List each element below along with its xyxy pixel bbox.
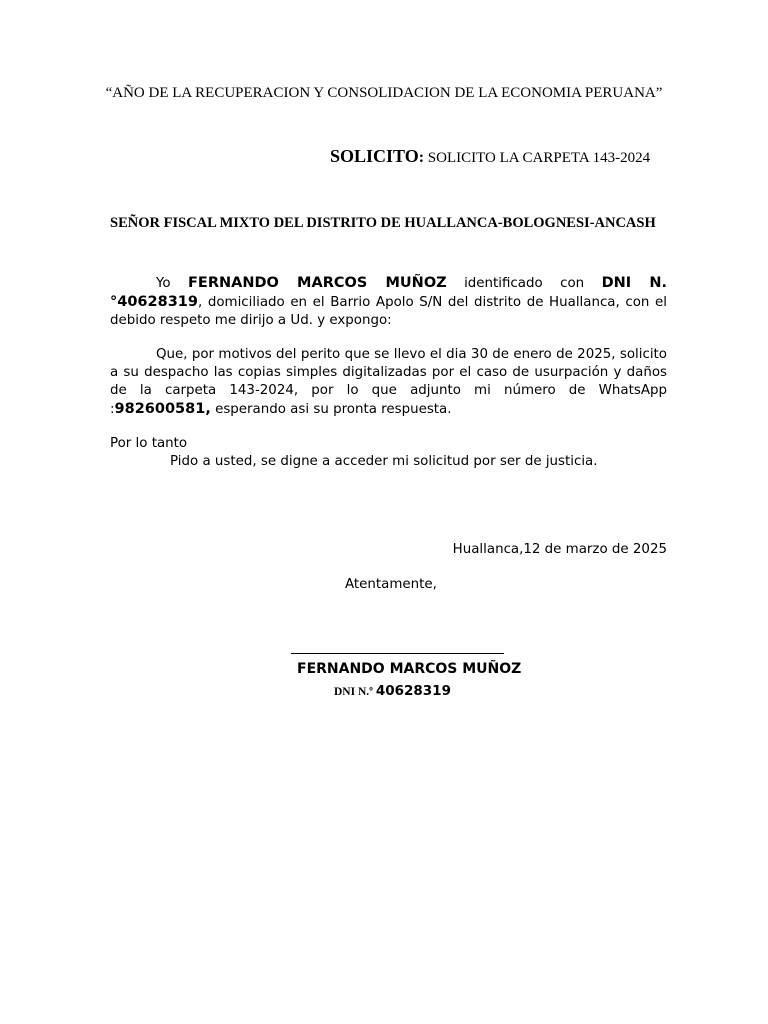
place-and-date: Huallanca,12 de marzo de 2025 bbox=[452, 542, 667, 557]
signature-line bbox=[291, 653, 504, 654]
petition-line: Pido a usted, se digne a acceder mi solicitud por ser de justicia. bbox=[170, 454, 598, 469]
request-pre: Que, por motivos del perito que se llevo el dia 30 de enero de 2025, solicito a su despacho las copias simples digitalizadas por el caso de usurpación y daños de la carpeta 143-2024, por lo que adjunto mi número de WhatsApp : bbox=[110, 347, 667, 417]
signature-dni bbox=[334, 680, 451, 699]
addressee: SEÑOR FISCAL MIXTO DEL DISTRITO DE HUALLANCA-BOLOGNESI-ANCASH bbox=[110, 215, 656, 231]
whatsapp-number: 982600581, bbox=[114, 401, 211, 417]
subject-colon: : bbox=[418, 149, 425, 166]
year-motto: “AÑO DE LA RECUPERACION Y CONSOLIDACION DE LA ECONOMIA PERUANA” bbox=[105, 85, 663, 101]
intro-mid: identificado con bbox=[446, 276, 602, 291]
request-post: esperando asi su pronta respuesta. bbox=[210, 402, 452, 417]
signature-dni-number: 40628319 bbox=[375, 683, 451, 699]
signature-name: FERNANDO MARCOS MUÑOZ bbox=[297, 661, 522, 677]
por-lo-tanto: Por lo tanto bbox=[110, 436, 188, 451]
request-paragraph bbox=[110, 346, 667, 419]
subject-label: SOLICITO bbox=[330, 146, 419, 166]
intro-pre: Yo bbox=[156, 276, 189, 291]
subject-line bbox=[330, 146, 650, 167]
introduction-paragraph bbox=[110, 274, 667, 330]
salutation: Atentamente, bbox=[345, 577, 437, 592]
applicant-dni: DNI N. °40628319 bbox=[110, 275, 667, 310]
intro-post: , domiciliado en el Barrio Apolo S/N del distrito de Huallanca, con el debido respeto me dirijo a Ud. y expongo: bbox=[110, 295, 667, 328]
applicant-name: FERNANDO MARCOS MUÑOZ bbox=[188, 275, 447, 291]
subject-text: SOLICITO LA CARPETA 143-2024 bbox=[424, 150, 651, 166]
signature-dni-label: DNI N.º bbox=[334, 686, 376, 698]
